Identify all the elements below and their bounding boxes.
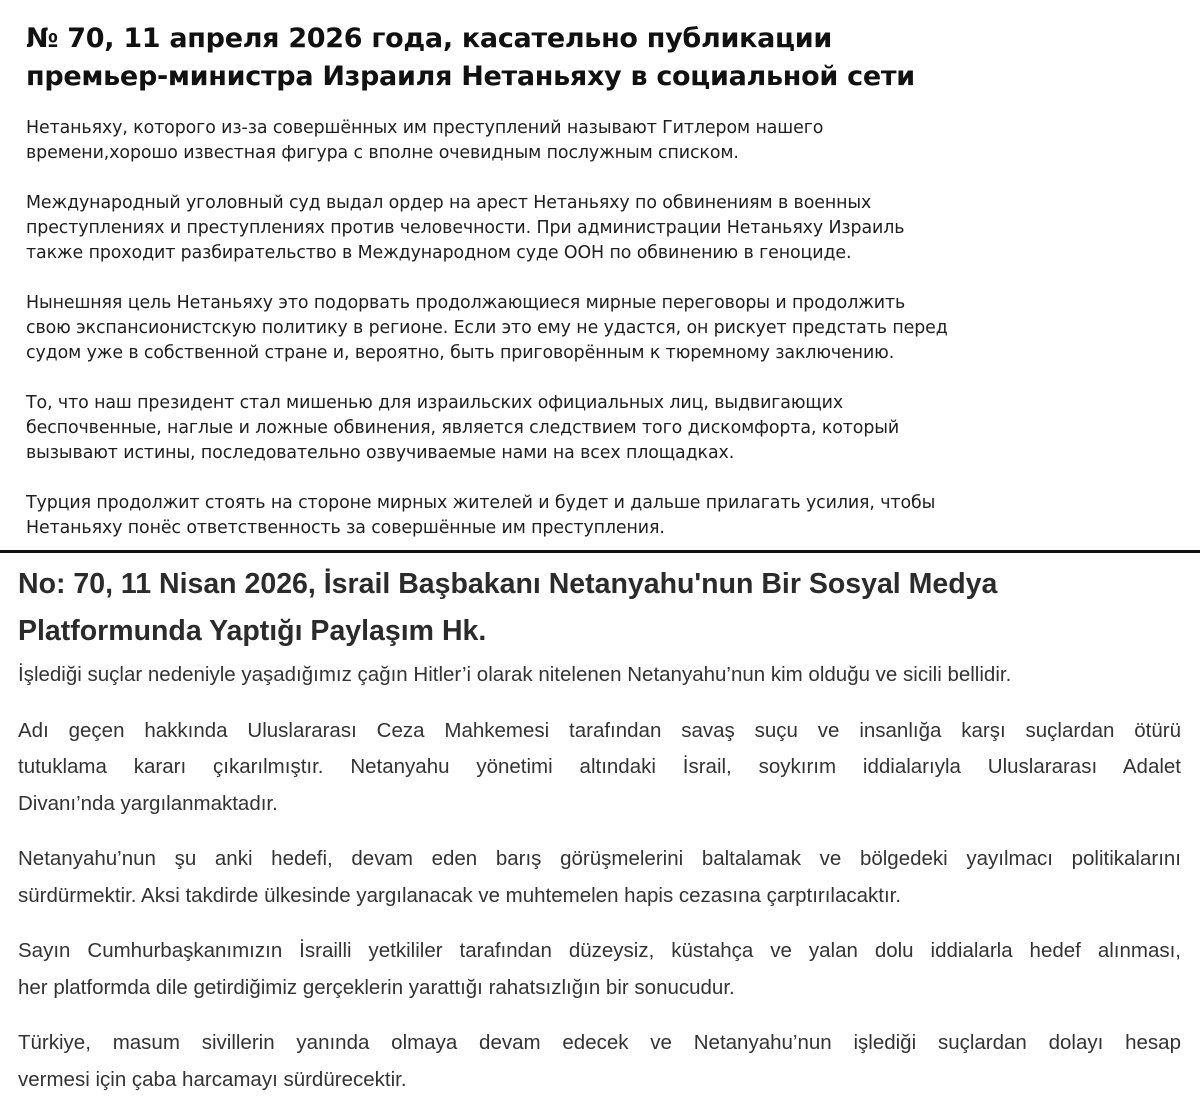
title-line: премьер-министра Израиля Нетаньяху в социальной сети xyxy=(26,61,915,92)
paragraph xyxy=(18,933,1181,1006)
text-line: her platformda dile getirdiğimiz gerçeklerin yarattığı rahatsızlığın bir sonucudur. xyxy=(18,975,735,999)
text-line: Divanı’nda yargılanmaktadır. xyxy=(18,791,278,815)
text-line: Sayın Cumhurbaşkanımızın İsrailli yetkililer tarafından düzeysiz, küstahça ve yalan dolu iddialarla hedef alınması, xyxy=(18,939,1181,962)
russian-statement-body xyxy=(26,116,1186,566)
paragraph xyxy=(18,1025,1181,1098)
text-line: То, что наш президент стал мишенью для израильских официальных лиц, выдвигающих xyxy=(26,393,844,413)
text-line: Турция продолжит стоять на стороне мирных жителей и будет и дальше прилагать усилия, чтобы xyxy=(26,493,936,513)
turkish-statement-section xyxy=(0,553,1200,1103)
paragraph xyxy=(18,841,1181,914)
text-line: судом уже в собственной стране и, вероятно, быть приговорённым к тюремному заключению. xyxy=(26,343,895,363)
text-line: Нынешняя цель Нетаньяху это подорвать продолжающиеся мирные переговоры и продолжить xyxy=(26,293,906,313)
text-line: Нетаньяху понёс ответственность за совершённые им преступления. xyxy=(26,518,665,538)
text-line: вызывают истины, последовательно озвучиваемые нами на всех площадках. xyxy=(26,443,735,463)
text-line: Netanyahu’nun şu anki hedefi, devam eden barış görüşmelerini baltalamak ve bölgedeki yayılmacı politikalarını xyxy=(18,847,1181,870)
text-line: Adı geçen hakkında Uluslararası Ceza Mahkemesi tarafından savaş suçu ve insanlığa karşı suçlardan ötürü xyxy=(18,718,1181,742)
title-line: Platformunda Yaptığı Paylaşım Hk. xyxy=(18,615,487,647)
paragraph xyxy=(26,116,1186,166)
text-line: vermesi için çaba harcamayı sürdürecektir. xyxy=(18,1067,407,1091)
title-line: № 70, 11 апреля 2026 года, касательно публикации xyxy=(26,23,832,54)
text-line: свою экспансионистскую политику в регионе. Если это ему не удастся, он рискует предстать перед xyxy=(26,318,948,338)
russian-statement-section xyxy=(0,0,1200,550)
paragraph xyxy=(26,391,1186,466)
paragraph xyxy=(26,291,1186,366)
paragraph xyxy=(18,713,1181,823)
text-line: İşlediği suçlar nedeniyle yaşadığımız çağın Hitler’i olarak nitelenen Netanyahu’nun kim olduğu ve sicili bellidir. xyxy=(18,663,1012,686)
russian-statement-title xyxy=(26,20,1176,96)
text-line: sürdürmektir. Aksi takdirde ülkesinde yargılanacak ve muhtemelen hapis cezasına çarptırılacaktır. xyxy=(18,883,902,907)
turkish-statement-title xyxy=(18,561,1188,655)
paragraph xyxy=(26,491,1186,541)
text-line: беспочвенные, наглые и ложные обвинения, является следствием того дискомфорта, который xyxy=(26,418,900,438)
paragraph xyxy=(18,657,1181,694)
text-line: Türkiye, masum sivillerin yanında olmaya devam edecek ve Netanyahu’nun işlediği suçlardan dolayı hesap xyxy=(18,1031,1181,1054)
text-line: Нетаньяху, которого из-за совершённых им преступлений называют Гитлером нашего xyxy=(26,118,824,138)
text-line: времени,хорошо известная фигура с вполне очевидным послужным списком. xyxy=(26,143,739,163)
text-line: также проходит разбирательство в Международном суде ООН по обвинению в геноциде. xyxy=(26,243,852,263)
text-line: преступлениях и преступлениях против человечности. При администрации Нетаньяху Израиль xyxy=(26,218,905,238)
title-line: No: 70, 11 Nisan 2026, İsrail Başbakanı Netanyahu'nun Bir Sosyal Medya xyxy=(18,568,998,600)
text-line: tutuklama kararı çıkarılmıştır. Netanyahu yönetimi altındaki İsrail, soykırım iddialarıyla Uluslararası Adalet xyxy=(18,755,1181,778)
text-line: Международный уголовный суд выдал ордер на арест Нетаньяху по обвинениям в военных xyxy=(26,193,872,213)
turkish-statement-body xyxy=(18,657,1181,1117)
paragraph xyxy=(26,191,1186,266)
